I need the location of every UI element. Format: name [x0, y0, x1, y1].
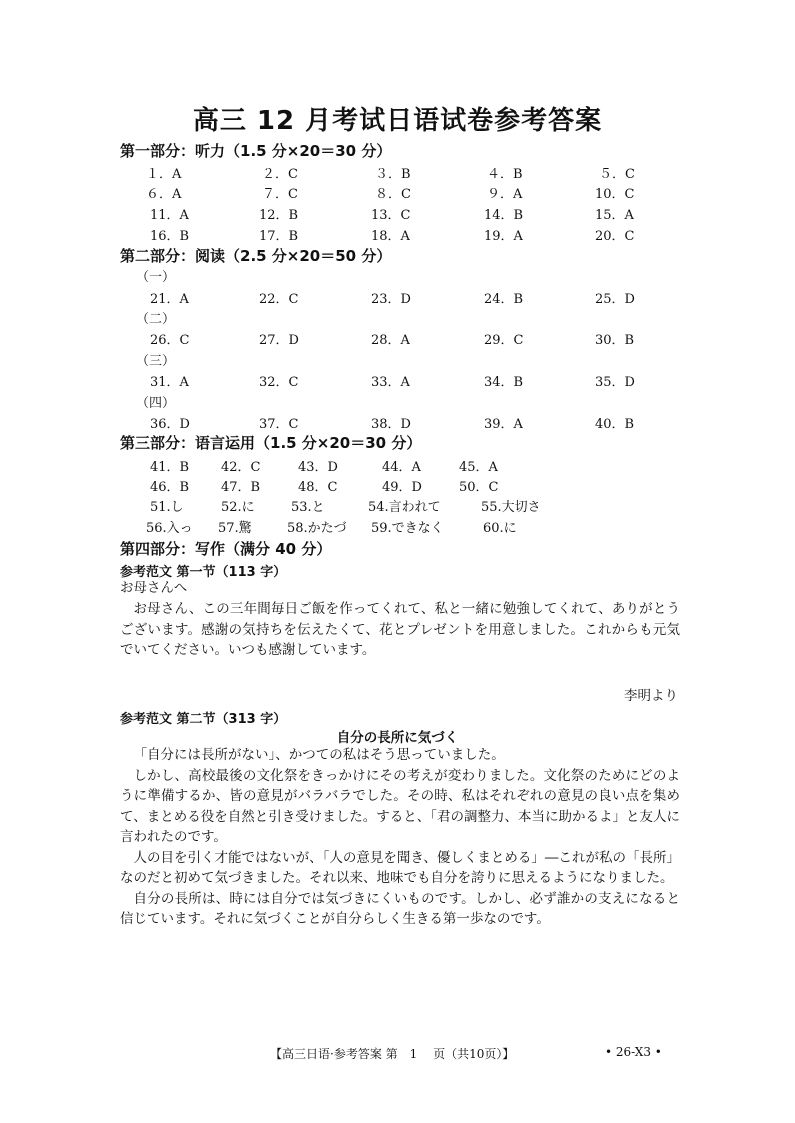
answer: 50．C — [459, 480, 499, 495]
part3-row-2 — [0, 476, 795, 496]
answer: 32．C — [259, 375, 299, 390]
part1-heading: 第一部分：听力（1.5 分×20＝30 分） — [120, 142, 392, 160]
answer: 56.入っ — [146, 521, 193, 536]
answer: １．A — [146, 167, 182, 182]
part3-row-4 — [0, 517, 795, 537]
answer: 45．A — [459, 460, 498, 475]
answer: 16．B — [150, 229, 190, 244]
answer: 53.と — [291, 500, 325, 515]
answer: 25．D — [595, 292, 635, 307]
essay2-paragraph: しかし、高校最後の文化祭をきっかけにその考えが変わりました。文化祭のためにどのように準備するか、皆の意見がバラバラでした。その時、私はそれぞれの意見の良い点を集めて、まとめる役を自然と引き受けました。すると、「君の調整力、本当に助かるよ」と友人に言われたのです。 — [120, 767, 680, 845]
answer: 39．A — [484, 417, 523, 432]
answer: 11．A — [150, 208, 189, 223]
answer: 58.かたづ — [287, 521, 347, 536]
part1-row-3 — [0, 204, 795, 224]
essay2-paragraph: 自分の長所は、時には自分では気づきにくいものです。しかし、必ず誰かの支えになると信じています。それに気づくことが自分らしく生きる第一歩なのです。 — [120, 890, 680, 927]
answer: 49．D — [382, 480, 422, 495]
answer: 29．C — [484, 333, 524, 348]
essay2-paragraph: 人の目を引く才能ではないが、「人の意見を聞き、優しくまとめる」―これが私の「長所」なのだと初めて気づきました。それ以来、地味でも自分を誇りに思えるようになりました。 — [120, 849, 680, 886]
answer: ８．C — [375, 187, 411, 202]
answer: 14．B — [484, 208, 524, 223]
answer: ３．B — [375, 167, 411, 182]
answer: 26．C — [150, 333, 190, 348]
group-label: （二） — [136, 312, 176, 327]
answer: 33．A — [371, 375, 410, 390]
answer: 43．D — [298, 460, 338, 475]
answer: 23．D — [371, 292, 411, 307]
answer: 42．C — [221, 460, 261, 475]
answer: ９．A — [487, 187, 523, 202]
answer: 18．A — [371, 229, 410, 244]
part2-row-3 — [0, 371, 795, 391]
answer: 36．D — [150, 417, 190, 432]
answer: ７．C — [262, 187, 298, 202]
answer: ６．A — [146, 187, 182, 202]
page-code: • 26-X3 • — [605, 1045, 662, 1059]
answer: 31．A — [150, 375, 189, 390]
part1-row-2 — [0, 183, 795, 203]
answer: 15．A — [595, 208, 634, 223]
answer: 27．D — [259, 333, 299, 348]
answer: 28．A — [371, 333, 410, 348]
part1-row-4 — [0, 225, 795, 245]
answer: ５．C — [599, 167, 635, 182]
part3-heading: 第三部分：语言运用（1.5 分×20＝30 分） — [120, 434, 422, 452]
essay1-paragraph: お母さん、この三年間毎日ご飯を作ってくれて、私と一緒に勉強してくれて、ありがとうございます。感謝の気持ちを伝えたくて、花とプレゼントを用意しました。これからも元気でいてください。いつも感謝しています。 — [120, 601, 680, 658]
answer: 17．B — [259, 229, 299, 244]
group-label: （三） — [136, 354, 176, 369]
answer: 44．A — [382, 460, 421, 475]
part3-row-3 — [0, 496, 795, 516]
group-label: （一） — [136, 270, 176, 285]
part4-heading: 第四部分：写作（满分 40 分） — [120, 540, 332, 558]
part2-heading: 第二部分：阅读（2.5 分×20＝50 分） — [120, 247, 392, 265]
essay2-body — [120, 745, 680, 930]
answer: 41．B — [150, 460, 190, 475]
answer: 37．C — [259, 417, 299, 432]
answer: 54.言われて — [368, 500, 441, 515]
answer: 47．B — [221, 480, 261, 495]
answer: 51.し — [150, 500, 184, 515]
answer: 12．B — [259, 208, 299, 223]
answer: 20．C — [595, 229, 635, 244]
part2-row-1 — [0, 288, 795, 308]
answer: 38．D — [371, 417, 411, 432]
part1-row-1 — [0, 163, 795, 183]
answer: 22．C — [259, 292, 299, 307]
answer: ２．C — [262, 167, 298, 182]
answer: 24．B — [484, 292, 524, 307]
answer: 48．C — [298, 480, 338, 495]
answer: 57.驚 — [218, 521, 252, 536]
answer: 59.できなく — [371, 521, 444, 536]
essay1-body — [120, 599, 680, 661]
essay2-paragraph: 「自分には長所がない」、かつての私はそう思っていました。 — [133, 747, 505, 763]
answer: 30．B — [595, 333, 635, 348]
part3-row-1 — [0, 456, 795, 476]
essay2-title: 自分の長所に気づく — [336, 730, 459, 746]
answer: 46．B — [150, 480, 190, 495]
answer: 35．D — [595, 375, 635, 390]
answer: 60.に — [483, 521, 517, 536]
answer: ４．B — [487, 167, 523, 182]
answer: 10．C — [595, 187, 635, 202]
page-footer: 【高三日语·参考答案 第 1 页（共10页）】 — [270, 1047, 515, 1061]
answer: 52.に — [221, 500, 255, 515]
page-title: 高三 12 月考试日语试卷参考答案 — [192, 106, 603, 136]
part2-row-2 — [0, 329, 795, 349]
answer: 19．A — [484, 229, 523, 244]
group-label: （四） — [136, 396, 176, 411]
essay1-label: 参考范文 第一节（113 字） — [120, 565, 287, 580]
answer: 40．B — [595, 417, 635, 432]
answer: 13．C — [371, 208, 411, 223]
part2-row-4 — [0, 413, 795, 433]
answer: 34．B — [484, 375, 524, 390]
answer: 55.大切さ — [481, 500, 541, 515]
essay1-signature: 李明より — [624, 688, 678, 704]
answer: 21．A — [150, 292, 189, 307]
essay1-salutation: お母さんへ — [120, 580, 188, 596]
essay2-label: 参考范文 第二节（313 字） — [120, 712, 287, 727]
